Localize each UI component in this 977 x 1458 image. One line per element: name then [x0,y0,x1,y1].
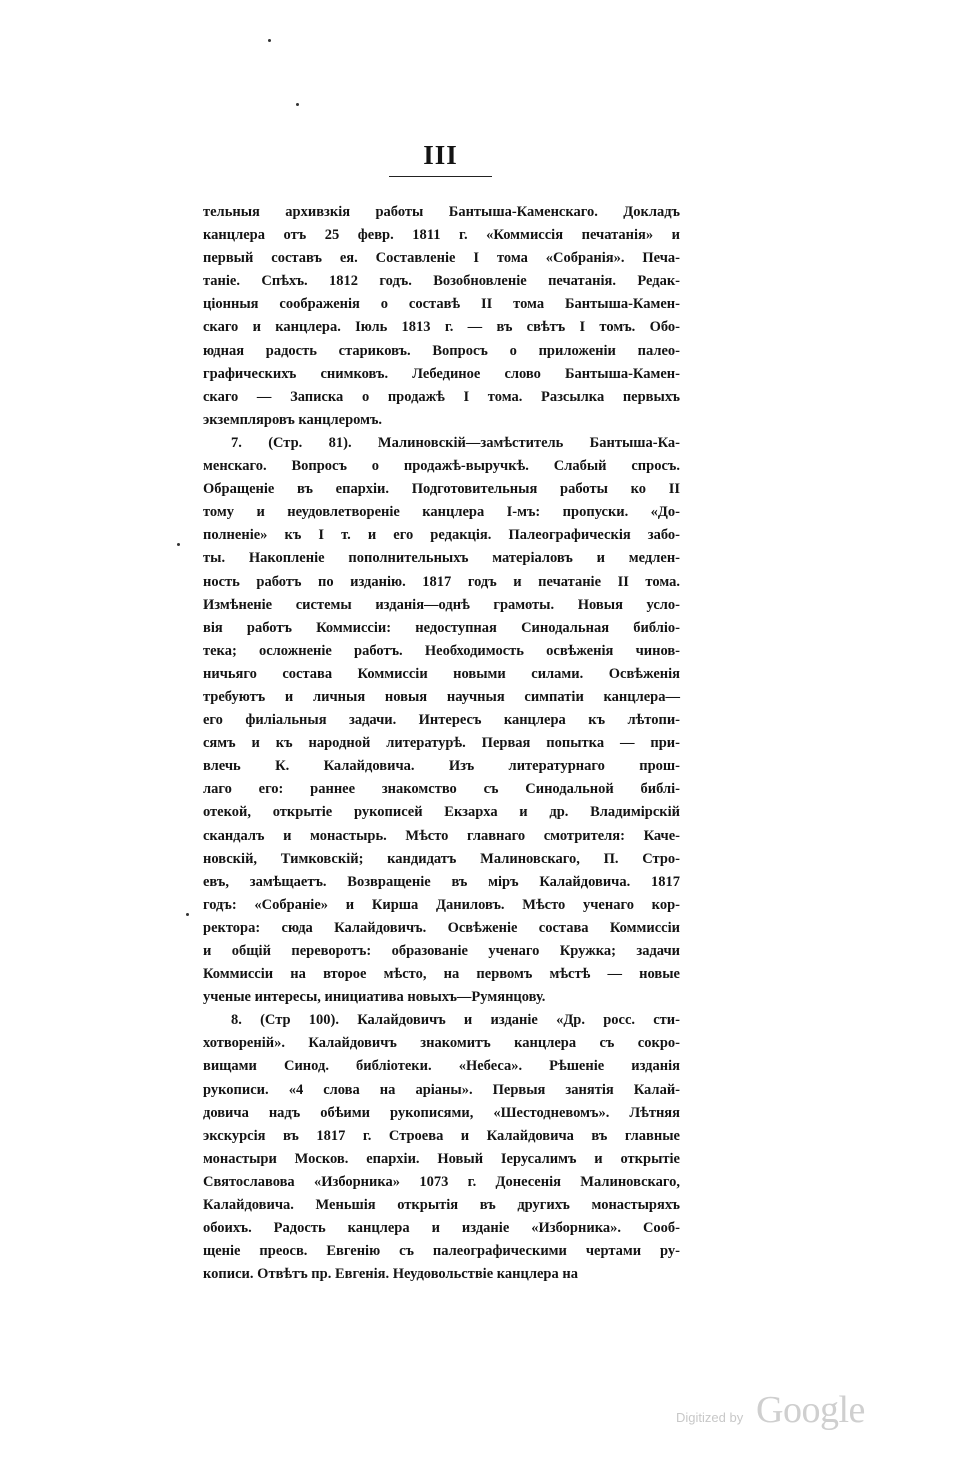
text-line: ректора: сюда Калайдовичъ. Освѣженіе состава Коммиссіи [203,919,680,936]
digitized-watermark [676,1388,876,1438]
text-line: лаго его: раннее знакомство съ Синодальной библі- [203,781,680,798]
text-line: Святославова «Изборника» 1073 г. Донесенія Малиновскаго, [203,1173,680,1190]
text-line: ничьяго состава Коммиссіи новыми силами. Освѣженія [203,665,680,682]
header-rule [389,176,492,177]
text-line: довича надъ обѣими рукописями, «Шестодневомъ». Лѣтняя [203,1104,680,1121]
speck [186,913,189,916]
text-line: сямъ и къ народной литературѣ. Первая попытка — при- [203,735,680,752]
text-line: скаго — Записка о продажѣ I тома. Разсылка первыхъ [203,388,680,405]
text-line: хотвореній». Калайдовичъ знакомитъ канцлера съ сокро- [203,1035,680,1052]
speck [268,39,271,42]
text-line: вія работъ Коммиссіи: недоступная Синодальная библіо- [203,619,680,636]
text-line: отекой, открытіе рукописей Екзарха и др. Владимірскій [203,804,680,821]
text-line: графическихъ снимковъ. Лебединое слово Бантыша-Камен- [203,365,680,382]
text-line: Обращеніе въ епархіи. Подготовительныя работы ко II [203,481,680,498]
text-line: 8. (Стр 100). Калайдовичъ и изданіе «Др. росс. сти- [231,1012,680,1029]
text-line: Коммиссіи на второе мѣсто, на первомъ мѣстѣ — новые [203,966,680,983]
page-number: III [423,140,458,170]
text-line: полненіе» къ I т. и его редакція. Палеографическія забо- [203,527,680,544]
text-line: первый составъ ея. Составленіе I тома «Собранія». Печа- [203,250,680,267]
text-line: кописи. Отвѣтъ пр. Евгенія. Неудовольствіе канцлера на [203,1266,578,1283]
text-line: щеніе преосв. Евгенію съ палеографическими чертами ру- [203,1243,680,1260]
speck [296,103,299,106]
text-line: таніе. Спѣхъ. 1812 годъ. Возобновленіе печатанія. Редак- [203,273,680,290]
text-line: тому и неудовлетвореніе канцлера I-мъ: пропуски. «До- [203,504,680,521]
text-line: рукописи. «4 слова на аріаны». Первыя занятія Калай- [203,1081,680,1098]
text-line: вищами Синод. библіотеки. «Небеса». Рѣшеніе изданія [203,1058,680,1075]
text-line: менскаго. Вопросъ о продажѣ-выручкѣ. Слабый спросъ. [203,458,680,475]
text-line: экскурсія въ 1817 г. Строева и Калайдовича въ главные [203,1127,680,1144]
text-line: годъ: «Собраніе» и Кирша Даниловъ. Мѣсто ученаго кор- [203,896,680,913]
text-line: ты. Накопленіе пополнительныхъ матеріаловъ и медлен- [203,550,680,567]
body-text [203,201,680,1286]
text-line: Калайдовича. Меньшія открытія въ другихъ монастыряхъ [203,1197,680,1214]
text-line: влечь К. Калайдовича. Изъ литературнаго прош- [203,758,680,775]
text-line: экземпляровъ канцлеромъ. [203,411,383,428]
text-line: тельныя архивзкія работы Бантыша-Каменскаго. Докладъ [203,204,680,220]
text-line: ціонныя соображенія о составѣ II тома Бантыша-Камен- [203,296,680,313]
text-line: 7. (Стр. 81). Малиновскій—замѣститель Бантыша-Ка- [231,434,680,451]
text-line: требуютъ и личныя новыя научныя симпатіи канцлера— [203,688,680,705]
text-line: монастыри Москов. епархіи. Новый Іерусалимъ и открытіе [203,1150,680,1167]
text-line: тека; осложненіе работъ. Необходимость освѣженія чинов- [203,642,680,659]
text-line: ность работъ по изданію. 1817 годъ и печатаніе II тома. [203,573,680,590]
text-line: канцлера отъ 25 февр. 1811 г. «Коммиссія печатанія» и [203,227,680,244]
google-logo: Google [756,1389,865,1431]
text-line: новскій, Тимковскій; кандидатъ Малиновскаго, П. Стро- [203,850,680,867]
text-line: евъ, замѣщаетъ. Возвращеніе въ міръ Калайдовича. 1817 [203,873,680,890]
text-line: скандалъ и монастырь. Мѣсто главнаго смотрителя: Каче- [203,827,680,844]
text-line: обоихъ. Радость канцлера и изданіе «Изборника». Сооб- [203,1220,680,1237]
text-line: юдная радость стариковъ. Вопросъ о приложеніи палео- [203,342,680,359]
text-line: ученые интересы, инициатива новыхъ—Румянцову. [203,989,546,1006]
watermark-prefix: Digitized by [676,1410,744,1425]
text-line: скаго и канцлера. Іюль 1813 г. — въ свѣтъ I томъ. Обо- [203,319,680,336]
text-line: и общій переворотъ: образованіе ученаго Кружка; задачи [203,943,680,959]
text-line: Измѣненіе системы изданія—однѣ грамоты. Новыя усло- [203,596,680,613]
speck [177,543,180,546]
text-line: его филіальныя задачи. Интересъ канцлера къ лѣтопи- [203,712,680,729]
